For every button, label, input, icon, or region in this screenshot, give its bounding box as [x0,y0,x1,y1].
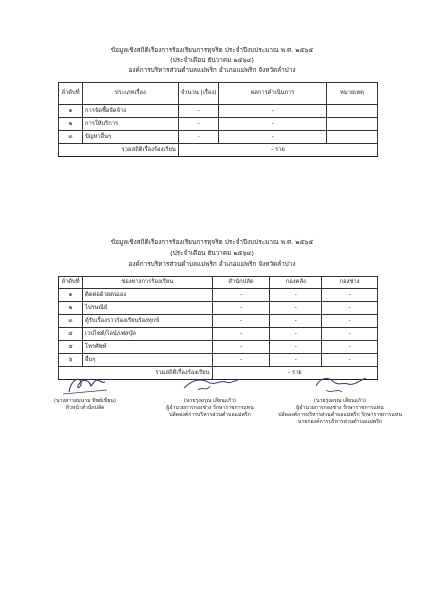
section2-title: ข้อมูลเชิงสถิติเรื่องการร้องเรียนการทุจริต ประจำปีงบประมาณ พ.ศ. ๒๕๖๕ [110,238,314,246]
row-finance: - [270,328,322,341]
row-finance: - [270,289,322,302]
table-row [59,289,378,302]
signature-block-2 [150,372,270,419]
row-result: - [219,105,326,118]
row-no: ๔ [59,328,83,341]
row-no: ๖ [59,354,83,367]
row-office: - [212,289,270,302]
table-row [59,328,378,341]
row-type: การให้บริการ [82,118,178,131]
signer-title: ผู้อำนวยการกองช่าง รักษาราชการแทน [166,405,254,411]
row-no: ๑ [59,105,83,118]
signer-name: (นายรุ่งอรุณ เสียนแก้ว) [183,398,237,404]
row-finance: - [270,315,322,328]
signer-title: ผู้อำนวยการกองช่าง รักษาราชการแทน [296,405,384,411]
header-count: จำนวน (เรื่อง) [178,83,219,105]
header-channel: ช่องทางการร้องเรียน [82,277,212,289]
total-value: - ราย [178,144,377,157]
row-office: - [212,315,270,328]
row-engineering: - [322,302,378,315]
complaint-type-table [58,82,378,157]
row-channel: ไปรษณีย์ [82,302,212,315]
row-office: - [212,341,270,354]
header-no: ลำดับที่ [59,277,83,289]
total-row [59,144,378,157]
row-result: - [219,118,326,131]
row-engineering: - [322,315,378,328]
row-note [326,131,377,144]
row-channel: ติดต่อด้วยตนเอง [82,289,212,302]
row-finance: - [270,354,322,367]
table-row [59,354,378,367]
table-row [59,302,378,315]
row-result: - [219,131,326,144]
signer-title: หัวหน้าสำนักปลัด [65,405,105,411]
table-header-row [59,83,378,105]
row-no: ๑ [59,289,83,302]
row-no: ๓ [59,131,83,144]
table-row [59,118,378,131]
signer-name: (นางสาวสมนาม ทิพย์เขียน) [54,398,116,404]
row-engineering: - [322,354,378,367]
row-channel: เวปไซต์/ไลน์/เฟสบุ๊ค [82,328,212,341]
section1-period: (ประจำเดือน ธันวาคม ๒๕๖๔) [170,56,254,64]
complaint-channel-table [58,276,378,380]
row-engineering: - [322,328,378,341]
row-engineering: - [322,289,378,302]
row-no: ๒ [59,302,83,315]
row-note [326,105,377,118]
header-type: ประเภทเรื่อง [82,83,178,105]
header-result: ผลการดำเนินการ [219,83,326,105]
section2-period: (ประจำเดือน ธันวาคม ๒๕๖๔) [170,249,254,257]
row-engineering: - [322,341,378,354]
signer-title-line2: ปลัดองค์การบริหารส่วนตำบลแม่พริก รักษาราชการแทน [278,412,402,418]
total-label: รวมสถิติเรื่องร้องเรียน [59,367,213,380]
row-channel: ตู้รับเรื่องราวร้องเรียนร้องทุกข์ [82,315,212,328]
table-row [59,341,378,354]
handwritten-signature-icon [178,372,242,398]
row-count: - [178,105,219,118]
section1-org: องค์การบริหารส่วนตำบลแม่พริก อำเภอแม่พริก จังหวัดลำปาง [128,66,296,74]
row-count: - [178,118,219,131]
row-channel: โทรศัพท์ [82,341,212,354]
row-type: การจัดซื้อจัดจ้าง [82,105,178,118]
handwritten-signature-icon [308,372,372,398]
table-row [59,105,378,118]
signature-block-1 [30,372,140,412]
section1-title: ข้อมูลเชิงสถิติเรื่องการร้องเรียนการทุจริต ประจำปีงบประมาณ พ.ศ. ๒๕๖๕ [110,46,314,54]
row-type: ปัญหาอื่นๆ [82,131,178,144]
header-no: ลำดับที่ [59,83,83,105]
row-office: - [212,328,270,341]
row-note [326,118,377,131]
section2-org: องค์การบริหารส่วนตำบลแม่พริก อำเภอแม่พริก จังหวัดลำปาง [128,260,296,268]
row-office: - [212,302,270,315]
total-value: - ราย [212,367,377,380]
handwritten-signature-icon [55,372,115,398]
table-row [59,315,378,328]
row-office: - [212,354,270,367]
table-header-row [59,277,378,289]
header-note: หมายเหตุ [326,83,377,105]
header-office: สำนักปลัด [212,277,270,289]
row-no: ๒ [59,118,83,131]
signer-title-line2: ปลัดองค์การบริหารส่วนตำบลแม่พริก [169,412,251,418]
total-label: รวมสถิติเรื่องร้องเรียน [59,144,179,157]
signer-name: (นายรุ่งอรุณ เสียนแก้ว) [313,398,367,404]
row-count: - [178,131,219,144]
signer-title-line3: นายกองค์การบริหารส่วนตำบลแม่พริก [297,419,383,425]
table-row [59,131,378,144]
row-no: ๕ [59,341,83,354]
signature-block-3 [270,372,410,426]
row-no: ๓ [59,315,83,328]
row-finance: - [270,341,322,354]
row-channel: อื่นๆ [82,354,212,367]
header-finance: กองคลัง [270,277,322,289]
row-finance: - [270,302,322,315]
header-engineering: กองช่าง [322,277,378,289]
